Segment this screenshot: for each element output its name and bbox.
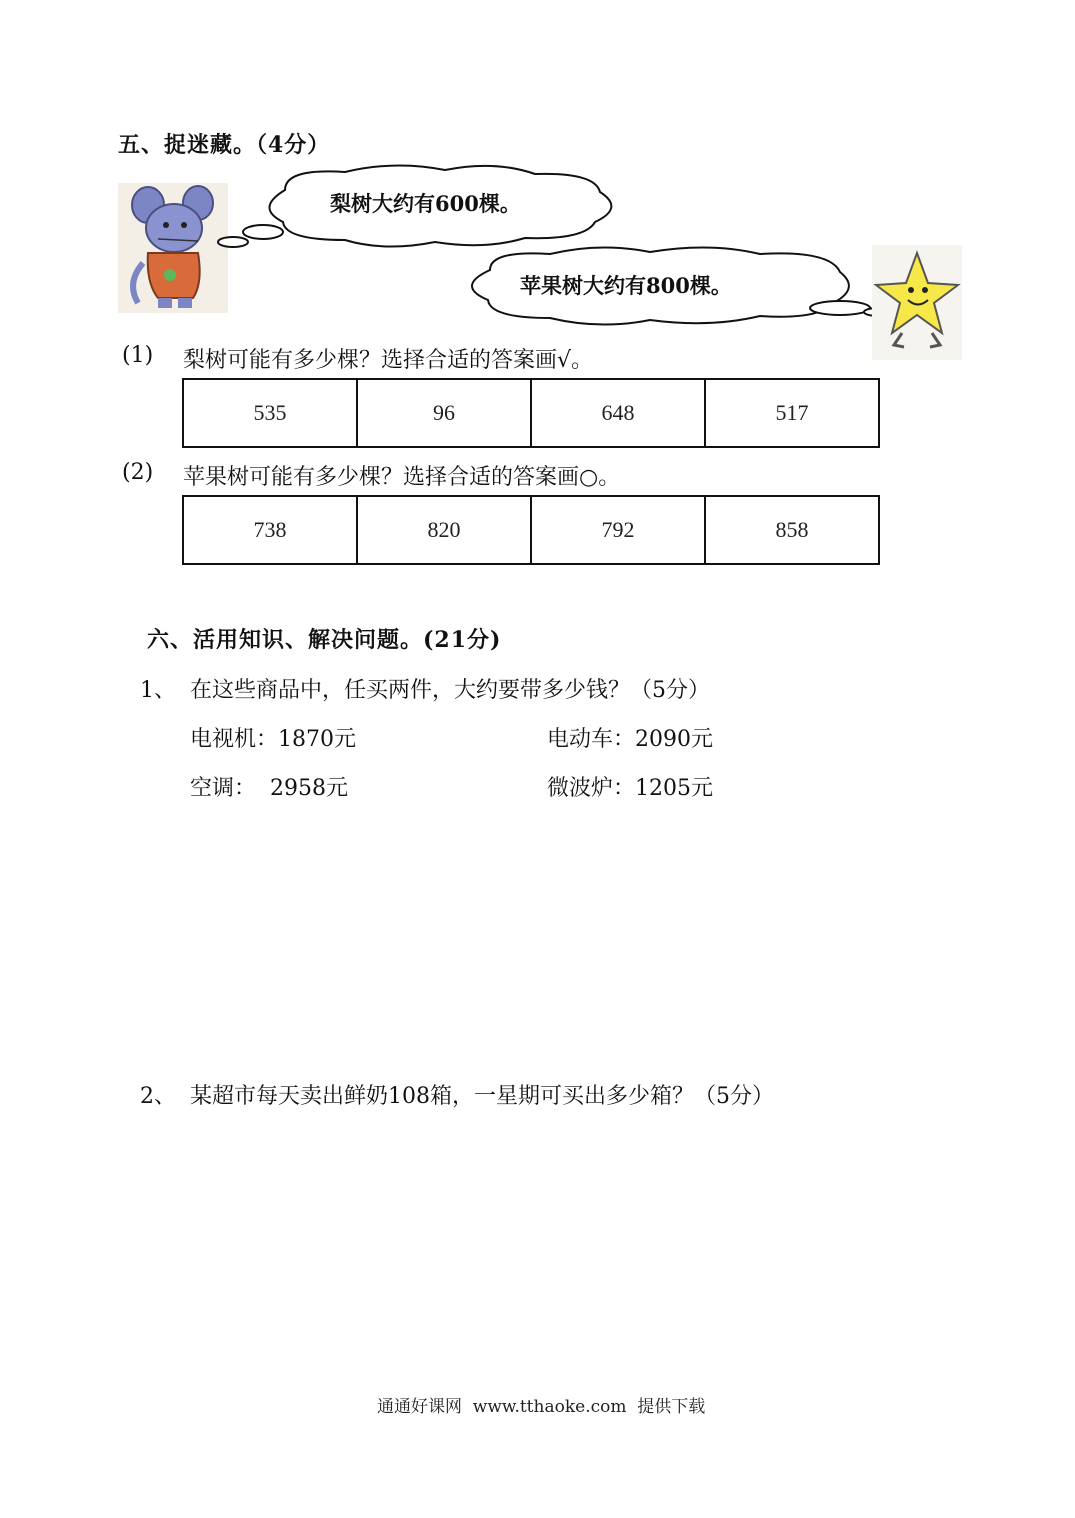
option-cell[interactable]: 517 xyxy=(705,379,879,447)
question-1-number: (1) xyxy=(122,343,154,368)
problem-2-number: 2、 xyxy=(140,1084,176,1109)
price-item: 电动车：2090元 xyxy=(547,727,713,752)
option-cell[interactable]: 535 xyxy=(183,379,357,447)
section-5-title: 五、捉迷藏。（4分） xyxy=(118,132,331,158)
problem-2-text: 某超市每天卖出鲜奶108箱，一星期可买出多少箱？（5分） xyxy=(190,1084,774,1109)
question-2-options xyxy=(182,495,880,565)
question-1-options xyxy=(182,378,880,448)
question-2-text: 苹果树可能有多少棵？选择合适的答案画○。 xyxy=(183,465,621,490)
price-item: 微波炉：1205元 xyxy=(547,776,713,801)
bubble-1-text: 梨树大约有600棵。 xyxy=(330,191,521,216)
price-item: 电视机：1870元 xyxy=(190,727,356,752)
problem-1-number: 1、 xyxy=(140,678,176,703)
section-6-title: 六、活用知识、解决问题。(21分) xyxy=(147,627,502,653)
star-illustration xyxy=(872,245,962,360)
option-cell[interactable]: 792 xyxy=(531,496,705,564)
option-cell[interactable]: 738 xyxy=(183,496,357,564)
problem-1-text: 在这些商品中，任买两件，大约要带多少钱？（5分） xyxy=(190,678,710,703)
option-cell[interactable]: 648 xyxy=(531,379,705,447)
option-cell[interactable]: 96 xyxy=(357,379,531,447)
price-item: 空调： 2958元 xyxy=(190,776,348,801)
question-2-number: (2) xyxy=(122,460,154,485)
footer-text: 通通好课网 www.tthaoke.com 提供下载 xyxy=(377,1397,706,1417)
option-cell[interactable]: 858 xyxy=(705,496,879,564)
bubble-2-text: 苹果树大约有800棵。 xyxy=(520,273,732,298)
option-cell[interactable]: 820 xyxy=(357,496,531,564)
question-1-text: 梨树可能有多少棵？选择合适的答案画√。 xyxy=(183,348,594,373)
